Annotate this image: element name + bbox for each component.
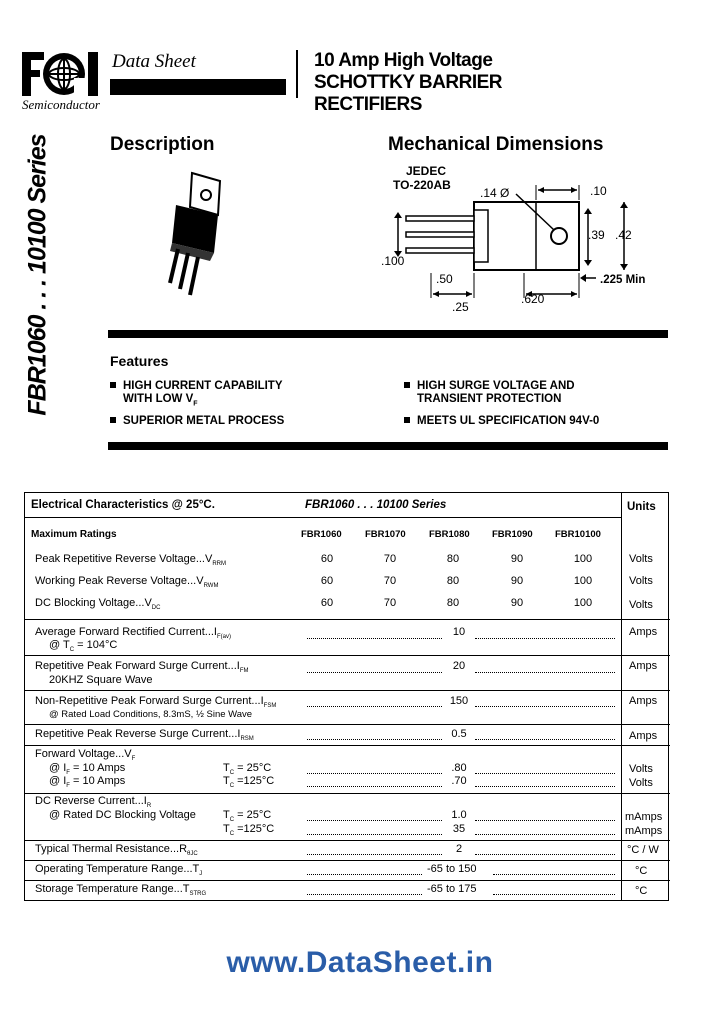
- description-heading: Description: [110, 134, 215, 155]
- vf-value-25c: .80: [451, 762, 467, 774]
- table-title: Electrical Characteristics @ 25°C.: [31, 499, 215, 511]
- electrical-characteristics-table: [24, 492, 669, 901]
- dim-50: .50: [436, 272, 453, 286]
- ir-value-125c: 35: [452, 823, 466, 835]
- vf-unit-1: Volts: [629, 763, 653, 775]
- units-header: Units: [627, 501, 656, 513]
- vf-unit-2: Volts: [629, 777, 653, 789]
- vf-value-125c: .70: [451, 775, 467, 787]
- doc-type: Data Sheet: [112, 51, 196, 72]
- row-ifav-cond: @ $T_C = 104^\circ C$: [49, 639, 118, 654]
- feature-metal-text: SUPERIOR METAL PROCESS: [123, 415, 285, 427]
- ifm-value: 20: [452, 660, 466, 672]
- row-ir-cond: @ Rated DC Blocking Voltage: [49, 809, 196, 821]
- vrwm-1060: 60: [320, 575, 334, 587]
- row-ifm-cond: 20KHZ Square Wave: [49, 674, 153, 686]
- package-label: TO-220AB: [393, 178, 451, 192]
- row-vrrm-label: Peak Repetitive Reverse $Voltage...V_{RRM}$: [35, 553, 226, 568]
- row-ir-temp1: $T_C = 25^\circ C$: [223, 809, 272, 824]
- feature-current-line1: HIGH CURRENT CAPABILITY: [123, 380, 283, 392]
- rule-4: [25, 724, 670, 725]
- vrwm-1090: 90: [510, 575, 524, 587]
- features-heading: Features: [110, 353, 169, 369]
- feature-current-line2: WITH LOW V: [123, 393, 194, 405]
- dim-10: .10: [590, 184, 607, 198]
- jedec-label: JEDEC: [406, 164, 447, 178]
- tstg-value: -65 to 175: [427, 883, 477, 895]
- to220-package-icon: [150, 165, 240, 305]
- bullet-icon: [110, 417, 116, 423]
- vdc-1060: 60: [320, 597, 334, 609]
- ifsm-value: 150: [449, 695, 469, 707]
- fci-logo: [22, 48, 106, 104]
- dim-620: .620: [521, 292, 545, 306]
- package-illustration: [150, 165, 240, 310]
- vdc-unit: Volts: [629, 599, 653, 611]
- feature-surge-line2: TRANSIENT PROTECTION: [417, 393, 562, 405]
- tj-value: -65 to 150: [427, 863, 477, 875]
- vrwm-1070: 70: [383, 575, 397, 587]
- row-ifsm-label: Non-Repetitive Peak Forward Surge $Current...I_{FSM}$: [35, 695, 277, 710]
- vrwm-1080: 80: [446, 575, 460, 587]
- row-ifsm-cond: @ Rated Load Conditions, 8.3mS, ½ Sine Wave: [49, 709, 253, 720]
- feature-surge-line1: HIGH SURGE VOLTAGE AND: [417, 380, 575, 392]
- part-fbr10100: FBR10100: [555, 529, 601, 540]
- title-line-1: 10 Amp High Voltage: [314, 50, 493, 71]
- tj-unit: °C: [635, 865, 648, 877]
- bullet-icon: [404, 417, 410, 423]
- ir-unit-2: mAmps: [625, 825, 663, 837]
- ifav-unit: Amps: [629, 626, 658, 638]
- row-vf-cond1: @ $I_F = 10$ Amps: [49, 762, 126, 777]
- series-vertical-label: [24, 120, 52, 430]
- row-irsm-label: Repetitive Peak Reverse Surge $Current...I_{RSM}$: [35, 728, 254, 743]
- vrwm-10100: 100: [573, 575, 593, 587]
- vrrm-1060: 60: [320, 553, 334, 565]
- row-vf-label: Forward $Voltage...V_F$: [35, 748, 136, 763]
- series-vertical-text: FBR1060 . . . 10100 Series: [23, 134, 52, 416]
- part-fbr1080: FBR1080: [429, 529, 470, 540]
- company-name: Semiconductor: [22, 97, 100, 112]
- rule-1: [25, 619, 670, 620]
- row-ir-temp2: $T_C =125^\circ C$: [223, 823, 275, 838]
- header-rule: [25, 517, 621, 518]
- row-vf-temp1: $T_C = 25^\circ C$: [223, 762, 272, 777]
- ir-unit-1: mAmps: [625, 811, 663, 823]
- title-line-3: RECTIFIERS: [314, 94, 422, 115]
- ir-value-25c: 1.0: [451, 809, 467, 821]
- rule-3: [25, 690, 670, 691]
- ifsm-unit: Amps: [629, 695, 658, 707]
- vrrm-1080: 80: [446, 553, 460, 565]
- title-line-2: SCHOTTKY BARRIER: [314, 72, 502, 93]
- ifm-unit: Amps: [629, 660, 658, 672]
- vdc-10100: 100: [573, 597, 593, 609]
- doc-type-bar: [110, 79, 286, 95]
- rule-6: [25, 793, 670, 794]
- row-ifav-label: Average Forward Rectified $Current...I_{F(av)}$: [35, 626, 231, 641]
- rule-7: [25, 840, 670, 841]
- bullet-icon: [404, 382, 410, 388]
- row-ifm-label: Repetitive Peak Forward Surge $Current...I_{FM}$: [35, 660, 249, 675]
- section-divider-top: [108, 330, 668, 338]
- header-divider: [296, 50, 298, 98]
- bullet-icon: [110, 382, 116, 388]
- ifav-value: 10: [452, 626, 466, 638]
- dim-42: .42: [615, 228, 632, 242]
- watermark-link[interactable]: www.DataSheet.in: [226, 946, 494, 979]
- vdc-1070: 70: [383, 597, 397, 609]
- rule-2: [25, 655, 670, 656]
- page-title: [314, 50, 502, 116]
- part-fbr1060: FBR1060: [301, 529, 342, 540]
- max-ratings-label: Maximum Ratings: [31, 529, 117, 540]
- row-tstg-label: Storage Temperature $Range...T_{STRG}$: [35, 883, 207, 898]
- rth-value: 2: [455, 843, 463, 855]
- feature-surge: [404, 380, 575, 406]
- row-vrwm-label: Working Peak Reverse $Voltage...V_{RWM}$: [35, 575, 219, 590]
- row-ir-label: DC Reverse $Current...I_R$: [35, 795, 152, 810]
- fci-logo-icon: [22, 48, 106, 98]
- row-vf-cond2: @ $I_F = 10$ Amps: [49, 775, 126, 790]
- row-tj-label: Operating Temperature $Range...T_J$: [35, 863, 203, 878]
- vrrm-10100: 100: [573, 553, 593, 565]
- feature-metal: [110, 415, 284, 428]
- feature-ul-text: MEETS UL SPECIFICATION 94V-0: [417, 415, 600, 427]
- rule-9: [25, 880, 670, 881]
- dim-hole: .14 Ø: [480, 186, 510, 200]
- rule-5: [25, 745, 670, 746]
- rule-8: [25, 860, 670, 861]
- irsm-unit: Amps: [629, 730, 658, 742]
- dim-25: .25: [452, 300, 469, 314]
- row-vf-temp2: $T_C =125^\circ C$: [223, 775, 275, 790]
- dim-100: .100: [381, 254, 405, 268]
- part-fbr1070: FBR1070: [365, 529, 406, 540]
- feature-ul: [404, 415, 599, 428]
- section-divider-bottom: [108, 442, 668, 450]
- units-column-divider: [621, 493, 622, 900]
- feature-current-sub: F: [193, 400, 198, 408]
- vrrm-1070: 70: [383, 553, 397, 565]
- vdc-1080: 80: [446, 597, 460, 609]
- vrrm-1090: 90: [510, 553, 524, 565]
- tstg-unit: °C: [635, 885, 648, 897]
- row-vdc-label: DC Blocking $Voltage...V_{DC}$: [35, 597, 161, 612]
- row-rth-label: Typical Thermal $Resistance...R_{\theta JC}$: [35, 843, 198, 858]
- dim-225-min: .225 Min: [600, 274, 646, 286]
- irsm-value: 0.5: [451, 728, 467, 740]
- mechanical-heading: Mechanical Dimensions: [388, 134, 604, 155]
- dim-39: .39: [588, 228, 605, 242]
- part-fbr1090: FBR1090: [492, 529, 533, 540]
- feature-current: [110, 380, 283, 410]
- vrwm-unit: Volts: [629, 575, 653, 587]
- table-series: FBR1060 . . . 10100 Series: [305, 499, 447, 511]
- rth-unit: °C / W: [627, 844, 659, 856]
- vdc-1090: 90: [510, 597, 524, 609]
- vrrm-unit: Volts: [629, 553, 653, 565]
